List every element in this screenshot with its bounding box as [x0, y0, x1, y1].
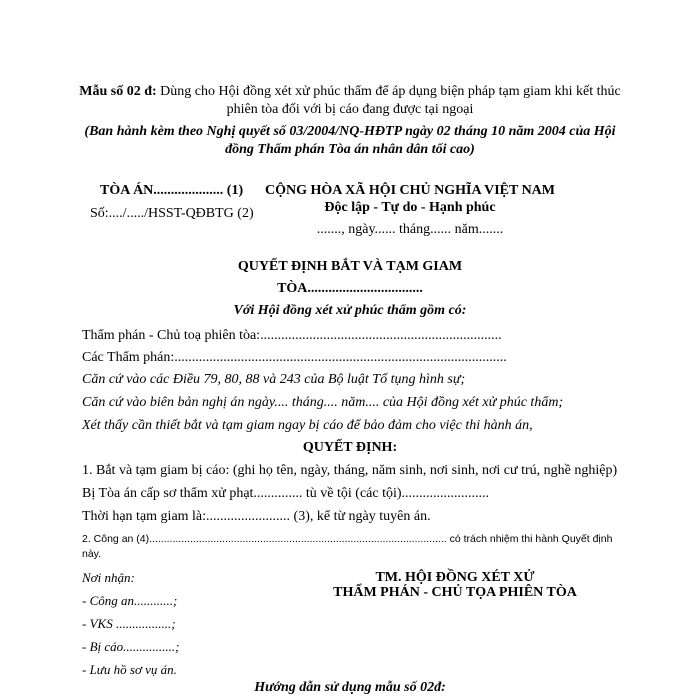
recipient-item: - Lưu hồ sơ vụ án. [82, 662, 177, 677]
issued-line1: (Ban hành kèm theo Nghị quyết số 03/2004/NQ-HĐTP ngày 02 tháng 10 năm 2004 của Hội [84, 124, 616, 139]
basis-line-1: Căn cứ vào các Điều 79, 80, 88 và 243 của Bộ luật Tố tụng hình sự; [82, 372, 466, 387]
sentenced-line: Bị Tòa án cấp sơ thẩm xử phạt.............. tù về tội (các tội)......................... [82, 486, 490, 501]
recipient-item: - VKS .................; [82, 616, 176, 631]
court-name: TÒA ÁN.................... (1) [100, 183, 244, 198]
country-name: CỘNG HÒA XÃ HỘI CHỦ NGHĨA VIỆT NAM [264, 183, 555, 198]
basis-line-3: Xét thấy cần thiết bắt và tạm giam ngay bị cáo để bảo đảm cho việc thi hành án, [82, 418, 533, 433]
item-2-line1: 2. Công an (4)...................................................................................................... có trách nhiệm thi hành Quyết định [82, 533, 613, 545]
form-title-line2: phiên tòa đối với bị cáo đang được tại ngoại [226, 102, 474, 117]
form-title-line1 [0, 84, 700, 100]
presiding-judge-line: Thẩm phán - Chủ toạ phiên tòa:..................................................................... [82, 328, 502, 343]
recipients-heading: Nơi nhận: [82, 570, 135, 585]
recipient-item: - Công an............; [82, 593, 178, 608]
judges-line: Các Thẩm phán:............................................................................................... [82, 350, 507, 365]
motto: Độc lập - Tự do - Hạnh phúc [324, 200, 496, 215]
issued-line2: đồng Thẩm phán Tòa án nhân dân tối cao) [225, 142, 475, 157]
decision-number: Số:..../...../HSST-QĐBTG (2) [90, 206, 254, 221]
decides-heading: QUYẾT ĐỊNH: [302, 440, 398, 455]
form-title-text: Dùng cho Hội đồng xét xử phúc thẩm để áp dụng biện pháp tạm giam khi kết thúc [160, 84, 621, 99]
form-number-label: Mẫu số 02 đ: [79, 84, 157, 99]
item-1: 1. Bắt và tạm giam bị cáo: (ghi họ tên, ngày, tháng, năm sinh, nơi sinh, nơi cư trú, nghề nghiệp) [82, 463, 618, 478]
decision-title: QUYẾT ĐỊNH BẮT VÀ TẠM GIAM [237, 259, 463, 274]
basis-line-2: Căn cứ vào biên bản nghị án ngày.... tháng.... năm.... của Hội đồng xét xử phúc thẩm; [82, 395, 564, 410]
guide-title: Hướng dẫn sử dụng mẫu số 02đ: [254, 680, 446, 695]
panel-heading: Với Hội đồng xét xử phúc thẩm gồm có: [233, 303, 467, 318]
court-line: TÒA................................. [277, 281, 423, 296]
date-line: ......., ngày...... tháng...... năm....... [316, 222, 504, 237]
signature-line2: THẨM PHÁN - CHỦ TỌA PHIÊN TÒA [333, 585, 577, 600]
detention-period-line: Thời hạn tạm giam là:........................ (3), kể từ ngày tuyên án. [82, 509, 431, 524]
recipient-item: - Bị cáo................; [82, 639, 180, 654]
signature-line1: TM. HỘI ĐỒNG XÉT XỬ [375, 570, 535, 585]
item-2-line2: này. [82, 548, 102, 560]
